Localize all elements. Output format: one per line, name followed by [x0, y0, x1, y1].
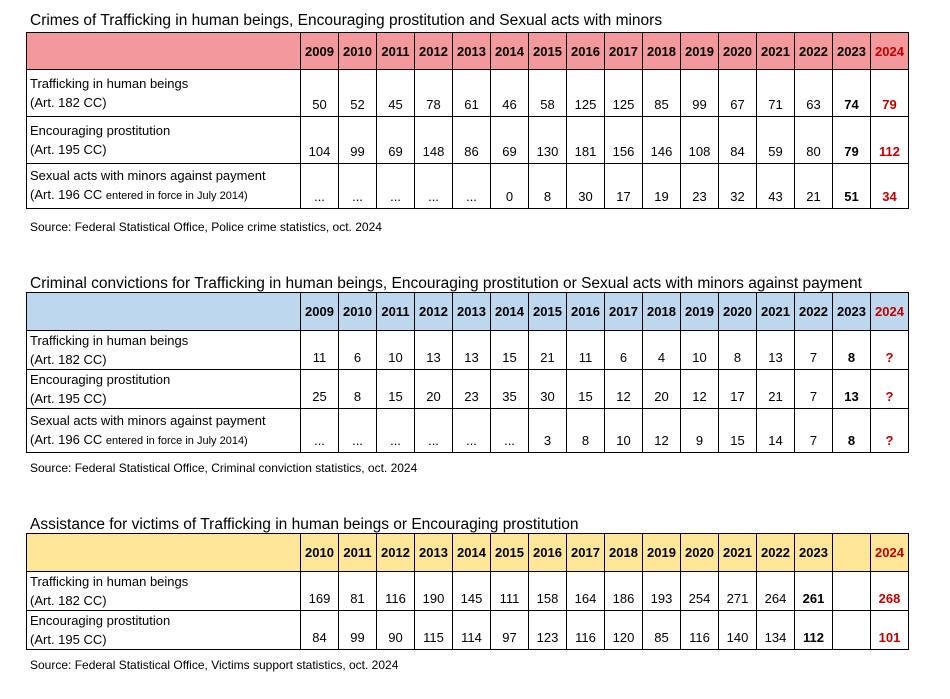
convictions-table [26, 292, 909, 453]
value-cell: 85 [643, 611, 681, 650]
value-cell: 10 [681, 331, 719, 370]
value-cell: 120 [605, 611, 643, 650]
row-label-title: Trafficking in human beings [30, 574, 189, 589]
value-cell: 156 [605, 117, 643, 164]
value-cell: 67 [719, 70, 757, 117]
value-cell: 3 [529, 409, 567, 453]
row-label-title: Trafficking in human beings [30, 76, 189, 91]
value-cell: 12 [605, 370, 643, 409]
table3-source: Source: Federal Statistical Office, Victims support statistics, oct. 2024 [30, 658, 399, 672]
table-row [27, 117, 909, 164]
value-cell: 8 [567, 409, 605, 453]
value-cell: 19 [643, 164, 681, 209]
article-ref: (Art. 182 CC) [30, 95, 107, 110]
article-ref: (Art. 195 CC) [30, 632, 107, 647]
year-header: 2022 [757, 534, 795, 572]
article-ref: (Art. 196 CC [30, 187, 106, 202]
value-cell: 12 [681, 370, 719, 409]
value-cell: 11 [567, 331, 605, 370]
table-row [27, 164, 909, 209]
table2-source: Source: Federal Statistical Office, Criminal conviction statistics, oct. 2024 [30, 461, 418, 475]
value-cell: 145 [453, 572, 491, 611]
value-cell: 261 [795, 572, 833, 611]
value-cell: 50 [301, 70, 339, 117]
value-cell: 268 [871, 572, 909, 611]
year-header: 2016 [567, 293, 605, 331]
value-cell: 21 [529, 331, 567, 370]
value-cell: 140 [719, 611, 757, 650]
row-label [27, 331, 301, 370]
value-cell: 43 [757, 164, 795, 209]
value-cell: 79 [871, 70, 909, 117]
value-cell: 111 [491, 572, 529, 611]
value-cell: 7 [795, 370, 833, 409]
header-label-cell [27, 33, 301, 70]
value-cell: 13 [415, 331, 453, 370]
year-header: 2011 [377, 293, 415, 331]
value-cell: 101 [871, 611, 909, 650]
value-cell: 8 [529, 164, 567, 209]
year-header: 2024 [871, 534, 909, 572]
value-cell: 271 [719, 572, 757, 611]
article-note: entered in force in July 2014) [105, 434, 248, 447]
value-cell: ... [377, 164, 415, 209]
row-label-article [30, 185, 300, 206]
value-cell: 104 [301, 117, 339, 164]
value-cell: 99 [339, 117, 377, 164]
value-cell: 264 [757, 572, 795, 611]
value-cell: 30 [567, 164, 605, 209]
value-cell: 6 [339, 331, 377, 370]
value-cell [833, 611, 871, 650]
value-cell: ... [339, 409, 377, 453]
table1-source: Source: Federal Statistical Office, Police crime statistics, oct. 2024 [30, 220, 382, 234]
value-cell: 59 [757, 117, 795, 164]
value-cell: 69 [377, 117, 415, 164]
year-header: 2010 [339, 293, 377, 331]
value-cell: 23 [453, 370, 491, 409]
year-header: 2011 [377, 33, 415, 70]
year-header: 2019 [643, 534, 681, 572]
year-header: 2009 [301, 293, 339, 331]
value-cell: 21 [757, 370, 795, 409]
value-cell: ... [377, 409, 415, 453]
value-cell: 4 [643, 331, 681, 370]
table-row [27, 409, 909, 453]
header-row [27, 33, 909, 70]
article-ref: (Art. 182 CC) [30, 352, 107, 367]
value-cell: 69 [491, 117, 529, 164]
row-label-article [30, 591, 300, 610]
row-label [27, 409, 301, 453]
value-cell: 181 [567, 117, 605, 164]
value-cell: 125 [567, 70, 605, 117]
year-header: 2023 [833, 293, 871, 331]
value-cell: 85 [643, 70, 681, 117]
value-cell: 99 [339, 611, 377, 650]
year-header: 2017 [605, 33, 643, 70]
row-label [27, 164, 301, 209]
value-cell: 99 [681, 70, 719, 117]
header-label-cell [27, 534, 301, 572]
year-header: 2023 [833, 33, 871, 70]
row-label-article [30, 430, 300, 451]
value-cell: 97 [491, 611, 529, 650]
header-row [27, 293, 909, 331]
value-cell: ? [871, 331, 909, 370]
value-cell: 114 [453, 611, 491, 650]
value-cell: 35 [491, 370, 529, 409]
value-cell: 20 [415, 370, 453, 409]
value-cell: 84 [719, 117, 757, 164]
value-cell: 12 [643, 409, 681, 453]
row-label [27, 572, 301, 611]
year-header: 2012 [415, 293, 453, 331]
year-header: 2011 [339, 534, 377, 572]
year-header: 2013 [453, 293, 491, 331]
value-cell: ... [415, 409, 453, 453]
table-row [27, 70, 909, 117]
row-label-article [30, 389, 300, 408]
value-cell: 34 [871, 164, 909, 209]
row-label [27, 117, 301, 164]
value-cell: 15 [377, 370, 415, 409]
victim-assistance-table [26, 533, 909, 650]
year-header: 2012 [415, 33, 453, 70]
article-note: entered in force in July 2014) [105, 190, 248, 202]
row-label-article [30, 93, 300, 112]
value-cell: 112 [871, 117, 909, 164]
year-header: 2020 [681, 534, 719, 572]
value-cell: 15 [491, 331, 529, 370]
value-cell: 45 [377, 70, 415, 117]
year-header: 2019 [681, 33, 719, 70]
row-label [27, 70, 301, 117]
year-header: 2021 [757, 33, 795, 70]
value-cell: 20 [643, 370, 681, 409]
value-cell: 15 [567, 370, 605, 409]
table-row [27, 572, 909, 611]
crimes-table [26, 32, 909, 209]
value-cell: 115 [415, 611, 453, 650]
value-cell: 7 [795, 409, 833, 453]
year-header: 2015 [529, 33, 567, 70]
value-cell: 112 [795, 611, 833, 650]
value-cell: 8 [719, 331, 757, 370]
table-row [27, 370, 909, 409]
row-label-title: Trafficking in human beings [30, 333, 189, 348]
row-label-article [30, 350, 300, 369]
row-label [27, 370, 301, 409]
value-cell: 6 [605, 331, 643, 370]
year-header: 2016 [529, 534, 567, 572]
value-cell: 164 [567, 572, 605, 611]
value-cell: 9 [681, 409, 719, 453]
value-cell: 116 [681, 611, 719, 650]
value-cell: 108 [681, 117, 719, 164]
value-cell: ... [301, 409, 339, 453]
row-label-title: Encouraging prostitution [30, 372, 171, 387]
year-header: 2021 [757, 293, 795, 331]
value-cell: 51 [833, 164, 871, 209]
value-cell: ? [871, 409, 909, 453]
year-header: 2015 [529, 293, 567, 331]
row-label-title: Sexual acts with minors against payment [30, 168, 266, 183]
value-cell: 169 [301, 572, 339, 611]
value-cell: 134 [757, 611, 795, 650]
value-cell: 130 [529, 117, 567, 164]
article-ref: (Art. 195 CC) [30, 391, 107, 406]
value-cell: 254 [681, 572, 719, 611]
year-header: 2017 [567, 534, 605, 572]
value-cell: 7 [795, 331, 833, 370]
value-cell: 86 [453, 117, 491, 164]
value-cell: 116 [377, 572, 415, 611]
year-header: 2018 [605, 534, 643, 572]
value-cell: 52 [339, 70, 377, 117]
row-label-title: Sexual acts with minors against payment [30, 412, 266, 428]
value-cell: 79 [833, 117, 871, 164]
value-cell: 125 [605, 70, 643, 117]
value-cell: 10 [605, 409, 643, 453]
year-header: 2013 [415, 534, 453, 572]
value-cell: 78 [415, 70, 453, 117]
year-header: 2020 [719, 293, 757, 331]
year-header: 2009 [301, 33, 339, 70]
value-cell: ... [453, 164, 491, 209]
table3-title: Assistance for victims of Trafficking in human beings or Encouraging prostitution [30, 516, 579, 533]
article-ref: (Art. 182 CC) [30, 593, 107, 608]
row-label-article [30, 630, 300, 649]
table-row [27, 611, 909, 650]
year-header: 2018 [643, 293, 681, 331]
value-cell: 148 [415, 117, 453, 164]
year-header: 2016 [567, 33, 605, 70]
value-cell: ... [339, 164, 377, 209]
value-cell: 30 [529, 370, 567, 409]
year-header: 2018 [643, 33, 681, 70]
row-label-title: Encouraging prostitution [30, 123, 171, 138]
value-cell: 46 [491, 70, 529, 117]
year-header: 2017 [605, 293, 643, 331]
year-header: 2014 [491, 33, 529, 70]
year-header: 2015 [491, 534, 529, 572]
row-label-article [30, 140, 300, 159]
year-header: 2021 [719, 534, 757, 572]
table2-title: Criminal convictions for Trafficking in human beings, Encouraging prostitution or Sexual acts with minors against payment [30, 275, 862, 292]
value-cell: 158 [529, 572, 567, 611]
value-cell: 13 [833, 370, 871, 409]
value-cell: 63 [795, 70, 833, 117]
value-cell: 17 [719, 370, 757, 409]
row-label-title: Encouraging prostitution [30, 613, 171, 628]
year-header: 2020 [719, 33, 757, 70]
article-ref: (Art. 195 CC) [30, 142, 107, 157]
value-cell: 13 [453, 331, 491, 370]
value-cell: 186 [605, 572, 643, 611]
table-row [27, 331, 909, 370]
year-header: 2024 [871, 293, 909, 331]
value-cell: 61 [453, 70, 491, 117]
year-header: 2022 [795, 293, 833, 331]
value-cell: 23 [681, 164, 719, 209]
value-cell: 146 [643, 117, 681, 164]
value-cell: 10 [377, 331, 415, 370]
value-cell: 32 [719, 164, 757, 209]
value-cell: 193 [643, 572, 681, 611]
value-cell: ? [871, 370, 909, 409]
value-cell: 116 [567, 611, 605, 650]
value-cell: ... [491, 409, 529, 453]
value-cell: 123 [529, 611, 567, 650]
value-cell [833, 572, 871, 611]
value-cell: 25 [301, 370, 339, 409]
table1-title: Crimes of Trafficking in human beings, Encouraging prostitution and Sexual acts with minors [30, 12, 663, 29]
value-cell: 14 [757, 409, 795, 453]
value-cell: 8 [833, 409, 871, 453]
value-cell: 13 [757, 331, 795, 370]
year-header: 2014 [491, 293, 529, 331]
year-header: 2022 [795, 33, 833, 70]
year-header: 2023 [795, 534, 833, 572]
value-cell: 58 [529, 70, 567, 117]
value-cell: 80 [795, 117, 833, 164]
value-cell: 8 [833, 331, 871, 370]
value-cell: 84 [301, 611, 339, 650]
value-cell: 0 [491, 164, 529, 209]
year-header: 2010 [339, 33, 377, 70]
year-header: 2024 [871, 33, 909, 70]
value-cell: 8 [339, 370, 377, 409]
year-header: 2010 [301, 534, 339, 572]
value-cell: ... [301, 164, 339, 209]
value-cell: 81 [339, 572, 377, 611]
year-header: 2012 [377, 534, 415, 572]
article-ref: (Art. 196 CC [30, 431, 106, 447]
year-header: 2014 [453, 534, 491, 572]
value-cell: 15 [719, 409, 757, 453]
year-header [833, 534, 871, 572]
row-label [27, 611, 301, 650]
value-cell: 71 [757, 70, 795, 117]
value-cell: 90 [377, 611, 415, 650]
year-header: 2019 [681, 293, 719, 331]
value-cell: 74 [833, 70, 871, 117]
header-row [27, 534, 909, 572]
value-cell: 190 [415, 572, 453, 611]
value-cell: ... [453, 409, 491, 453]
value-cell: 11 [301, 331, 339, 370]
value-cell: 17 [605, 164, 643, 209]
header-label-cell [27, 293, 301, 331]
value-cell: ... [415, 164, 453, 209]
year-header: 2013 [453, 33, 491, 70]
value-cell: 21 [795, 164, 833, 209]
